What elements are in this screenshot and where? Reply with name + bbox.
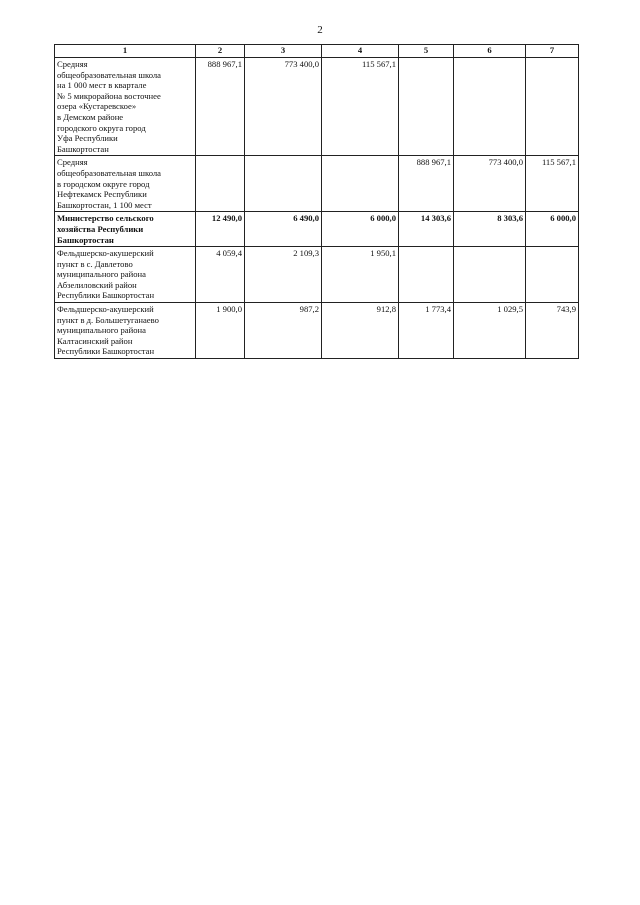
value-cell: 773 400,0	[454, 156, 526, 212]
row-name-line: муниципального района	[57, 269, 146, 280]
row-name-cell	[55, 303, 196, 359]
table-row	[55, 156, 579, 212]
row-name-line: хозяйства Республики	[57, 223, 144, 234]
column-header: 7	[526, 45, 579, 58]
row-name-cell	[55, 247, 196, 303]
value-cell: 115 567,1	[322, 58, 399, 156]
value-cell: 115 567,1	[526, 156, 579, 212]
value-cell: 14 303,6	[399, 212, 454, 247]
value-cell: 987,2	[245, 303, 322, 359]
column-header: 4	[322, 45, 399, 58]
row-name-line: в городском округе город	[57, 178, 150, 189]
row-name-line: общеобразовательная школа	[57, 69, 161, 80]
row-name-line: на 1 000 мест в квартале	[57, 80, 147, 91]
column-header: 3	[245, 45, 322, 58]
value-cell	[245, 156, 322, 212]
row-name-cell	[55, 58, 196, 156]
row-name-line: Министерство сельского	[57, 213, 154, 224]
value-cell: 888 967,1	[399, 156, 454, 212]
row-name-line: Республики Башкортостан	[57, 290, 155, 301]
table-row	[55, 212, 579, 247]
value-cell	[454, 247, 526, 303]
value-cell	[399, 58, 454, 156]
value-cell: 6 490,0	[245, 212, 322, 247]
value-cell	[196, 156, 245, 212]
row-name-line: Средняя	[57, 157, 88, 168]
column-header: 6	[454, 45, 526, 58]
value-cell	[526, 58, 579, 156]
value-cell: 1 029,5	[454, 303, 526, 359]
row-name-line: Калтасинский район	[57, 335, 133, 346]
table-row	[55, 58, 579, 156]
value-cell: 888 967,1	[196, 58, 245, 156]
value-cell	[454, 58, 526, 156]
column-header: 1	[55, 45, 196, 58]
row-name-line: общеобразовательная школа	[57, 167, 161, 178]
value-cell: 2 109,3	[245, 247, 322, 303]
row-name-line: Республики Башкортостан	[57, 346, 155, 357]
row-name-line: Средняя	[57, 59, 88, 69]
value-cell: 12 490,0	[196, 212, 245, 247]
value-cell	[322, 156, 399, 212]
column-header: 5	[399, 45, 454, 58]
row-name-line: № 5 микрорайона восточнее	[57, 90, 161, 101]
row-name-line: пункт в с. Давлетово	[57, 258, 133, 269]
table-row	[55, 247, 579, 303]
column-header: 2	[196, 45, 245, 58]
row-name-line: городского округа город	[57, 122, 146, 133]
value-cell: 912,8	[322, 303, 399, 359]
row-name-line: Абзелиловский район	[57, 279, 137, 290]
value-cell: 1 900,0	[196, 303, 245, 359]
row-name-line: Уфа Республики	[57, 133, 118, 144]
value-cell: 8 303,6	[454, 212, 526, 247]
table-row	[55, 303, 579, 359]
row-name-line: Башкортостан	[57, 143, 109, 154]
row-name-line: Нефтекамск Республики	[57, 189, 147, 200]
row-name-line: в Демском районе	[57, 111, 124, 122]
row-name-line: Фельдшерско-акушерский	[57, 248, 154, 259]
row-name-line: Башкортостан, 1 100 мест	[57, 199, 152, 210]
budget-table	[54, 44, 579, 359]
row-name-cell	[55, 212, 196, 247]
row-name-line: муниципального района	[57, 325, 146, 336]
row-name-line: Фельдшерско-акушерский	[57, 304, 154, 315]
value-cell: 773 400,0	[245, 58, 322, 156]
value-cell: 1 950,1	[322, 247, 399, 303]
value-cell: 1 773,4	[399, 303, 454, 359]
value-cell	[399, 247, 454, 303]
row-name-line: Башкортостан	[57, 234, 114, 245]
value-cell: 743,9	[526, 303, 579, 359]
value-cell: 6 000,0	[322, 212, 399, 247]
row-name-line: пункт в д. Большетуганаево	[57, 314, 159, 325]
value-cell: 6 000,0	[526, 212, 579, 247]
row-name-line: озера «Кустаревское»	[57, 101, 137, 112]
row-name-cell	[55, 156, 196, 212]
header-row	[55, 45, 579, 58]
value-cell	[526, 247, 579, 303]
value-cell: 4 059,4	[196, 247, 245, 303]
page-number: 2	[317, 24, 323, 36]
